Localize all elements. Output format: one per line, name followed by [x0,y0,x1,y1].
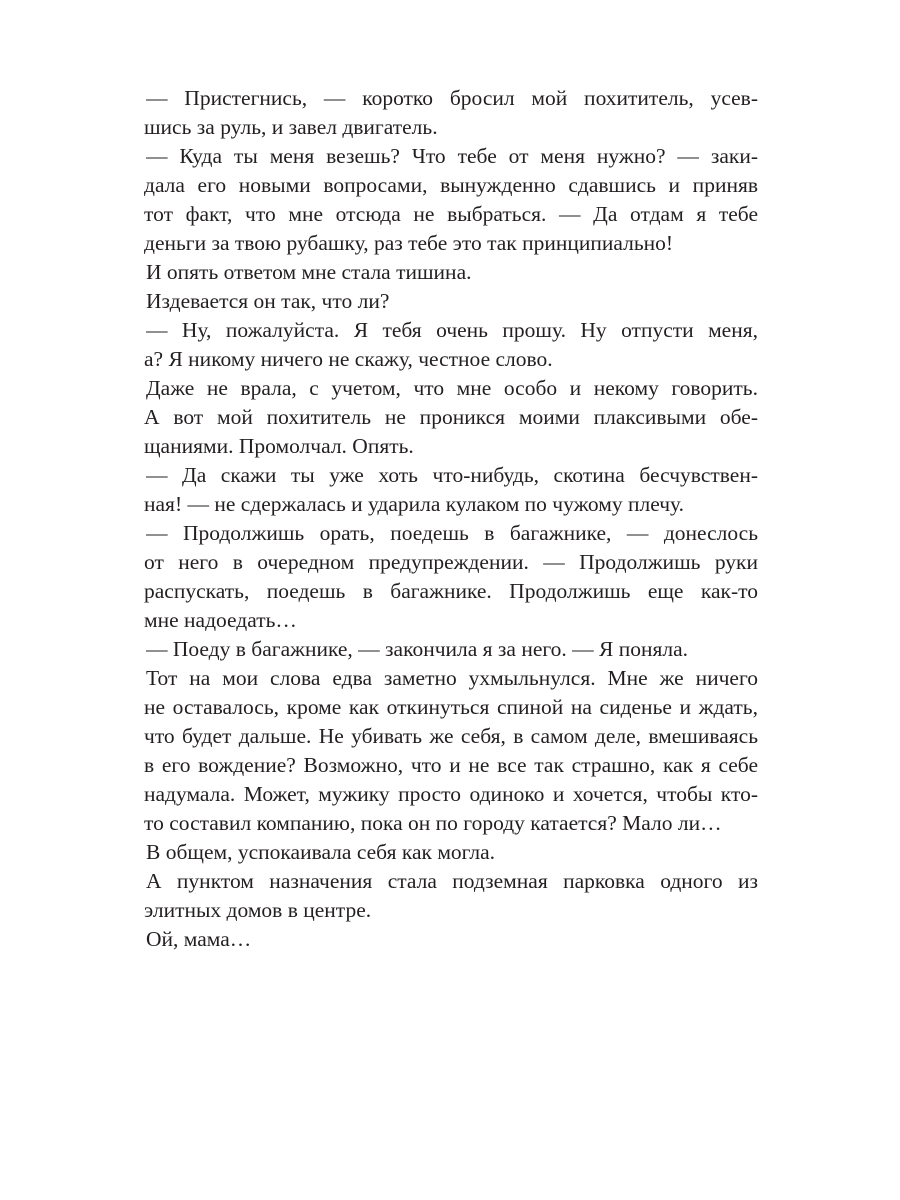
text-line: в его вождение? Возможно, что и не все так страшно, как я себе [144,753,758,777]
text-line: Ой, мама… [146,927,252,951]
text-line: мне надоедать… [144,608,297,632]
text-line: то составил компанию, пока он по городу катается? Мало ли… [144,811,722,835]
text-line: В общем, успокаивала себя как могла. [146,840,496,864]
text-line: — Да скажи ты уже хоть что-нибудь, скотина бесчувствен- [146,463,758,487]
text-line: элитных домов в центре. [144,898,372,922]
text-line: — Поеду в багажнике, — закончила я за него. — Я поняла. [146,637,689,661]
text-line: не оставалось, кроме как откинуться спиной на сиденье и ждать, [144,695,758,719]
text-line: Издевается он так, что ли? [146,289,390,313]
text-line: что будет дальше. Не убивать же себя, в самом деле, вмешиваясь [144,724,758,748]
text-line: И опять ответом мне стала тишина. [146,260,472,284]
text-line: от него в очередном предупреждении. — Продолжишь руки [144,550,758,574]
text-line: А вот мой похититель не проникся моими плаксивыми обе- [144,405,758,429]
text-line: Тот на мои слова едва заметно ухмыльнулся. Мне же ничего [146,666,758,690]
text-line: — Куда ты меня везешь? Что тебе от меня нужно? — заки- [146,144,758,168]
text-line: деньги за твою рубашку, раз тебе это так принципиально! [144,231,674,255]
text-line: ная! — не сдержалась и ударила кулаком по чужому плечу. [144,492,685,516]
text-line: щаниями. Промолчал. Опять. [144,434,414,458]
text-line: — Ну, пожалуйста. Я тебя очень прошу. Ну отпусти меня, [146,318,758,342]
text-line: А пунктом назначения стала подземная парковка одного из [146,869,758,893]
text-line: Даже не врала, с учетом, что мне особо и некому говорить. [146,376,758,400]
text-line: тот факт, что мне отсюда не выбраться. — Да отдам я тебе [144,202,758,226]
text-line: — Продолжишь орать, поедешь в багажнике, — донеслось [146,521,758,545]
text-line: распускать, поедешь в багажнике. Продолжишь еще как-то [144,579,758,603]
text-line: — Пристегнись, — коротко бросил мой похититель, усев- [146,86,758,110]
text-line: а? Я никому ничего не скажу, честное слово. [144,347,553,371]
text-line: шись за руль, и завел двигатель. [144,115,438,139]
text-line: дала его новыми вопросами, вынужденно сдавшись и приняв [144,173,758,197]
page-text [146,84,758,954]
text-line: надумала. Может, мужику просто одиноко и хочется, чтобы кто- [144,782,758,806]
